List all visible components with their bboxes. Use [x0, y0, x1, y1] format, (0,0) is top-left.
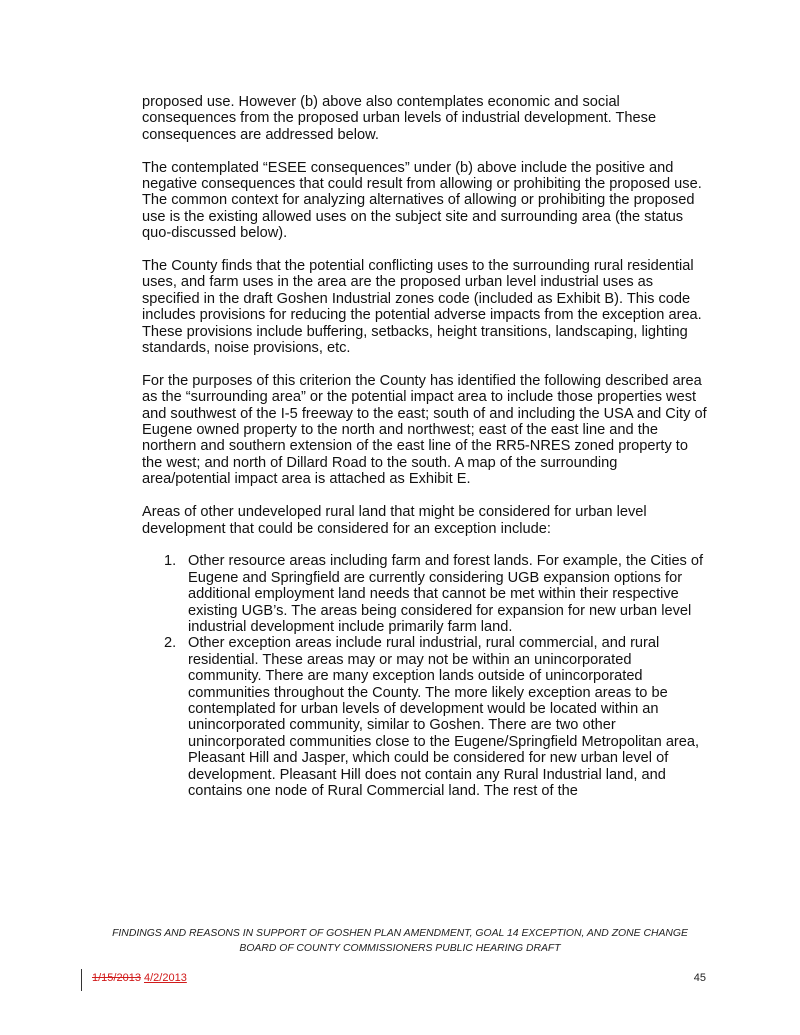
body-paragraph: The County finds that the potential conflicting uses to the surrounding rural residential uses, and farm uses in the area are the proposed urban level industrial uses as specified in the draft Goshen Industrial zones code (included as Exhibit B). This code includes provisions for reducing the potential adverse impacts from the exception area. These provisions include buffering, setbacks, height transitions, landscaping, lighting standards, noise provisions, etc.: [142, 258, 702, 357]
list-item-text: Other exception areas include rural industrial, rural commercial, and rural residential. These areas may or may not be within an unincorporated community. There are many exception lands outside of unincorporated communities throughout the County. The more likely exception areas to be contemplated for urban levels of development would be located within an unincorporated community, similar to Goshen. There are two other unincorporated communities close to the Eugene/Springfield Metropolitan area, Pleasant Hill and Jasper, which could be considered for new urban level of development. Pleasant Hill does not contain any Rural Industrial land, and contains one node of Rural Commercial land. The rest of the: [188, 635, 700, 799]
page-number: 45: [693, 972, 706, 984]
body-paragraph: proposed use. However (b) above also contemplates economic and social consequences from the proposed urban levels of industrial development. These consequences are addressed below.: [142, 94, 657, 143]
body-paragraph: For the purposes of this criterion the County has identified the following described area as the “surrounding area” or the potential impact area to include those properties west and southwest of the I-5 freeway to the east; south of and including the USA and City of Eugene owned property to the north and northwest; east of the east line and the northern and southern extension of the east line of the RR5-NRES zoned property to the west; and north of Dillard Road to the south. A map of the surrounding area/potential impact area is attached as Exhibit E.: [142, 372, 707, 488]
list-item: [142, 553, 707, 635]
body-paragraph: The contemplated “ESEE consequences” under (b) above include the positive and negative consequences that could result from allowing or prohibiting the proposed use. The common context for analyzing alternatives of allowing or prohibiting the proposed use is the existing allowed uses on the subject site and surrounding area (the status quo-discussed below).: [142, 159, 702, 242]
deleted-date: 1/15/2013: [92, 972, 141, 984]
numbered-list: [142, 553, 707, 799]
list-item: [142, 635, 707, 799]
list-item-text: Other resource areas including farm and forest lands. For example, the Cities of Eugene and Springfield are currently considering UGB expansion options for additional employment land needs that cannot be met within their respective existing UGB’s. The areas being considered for expansion for new urban level industrial development include primarily farm land.: [188, 553, 704, 635]
body-paragraph: Areas of other undeveloped rural land that might be considered for urban level development that could be considered for an exception include:: [142, 504, 647, 537]
list-item-number: 2.: [164, 635, 177, 652]
inserted-date: 4/2/2013: [144, 972, 187, 984]
footer-title: FINDINGS AND REASONS IN SUPPORT OF GOSHEN PLAN AMENDMENT, GOAL 14 EXCEPTION, AND ZONE CHANGE: [112, 928, 688, 939]
footer-date: [92, 971, 187, 985]
revision-bar: [81, 969, 82, 991]
footer-subtitle: BOARD OF COUNTY COMMISSIONERS PUBLIC HEARING DRAFT: [239, 943, 561, 954]
document-body: [142, 94, 707, 799]
list-item-number: 1.: [164, 553, 177, 570]
